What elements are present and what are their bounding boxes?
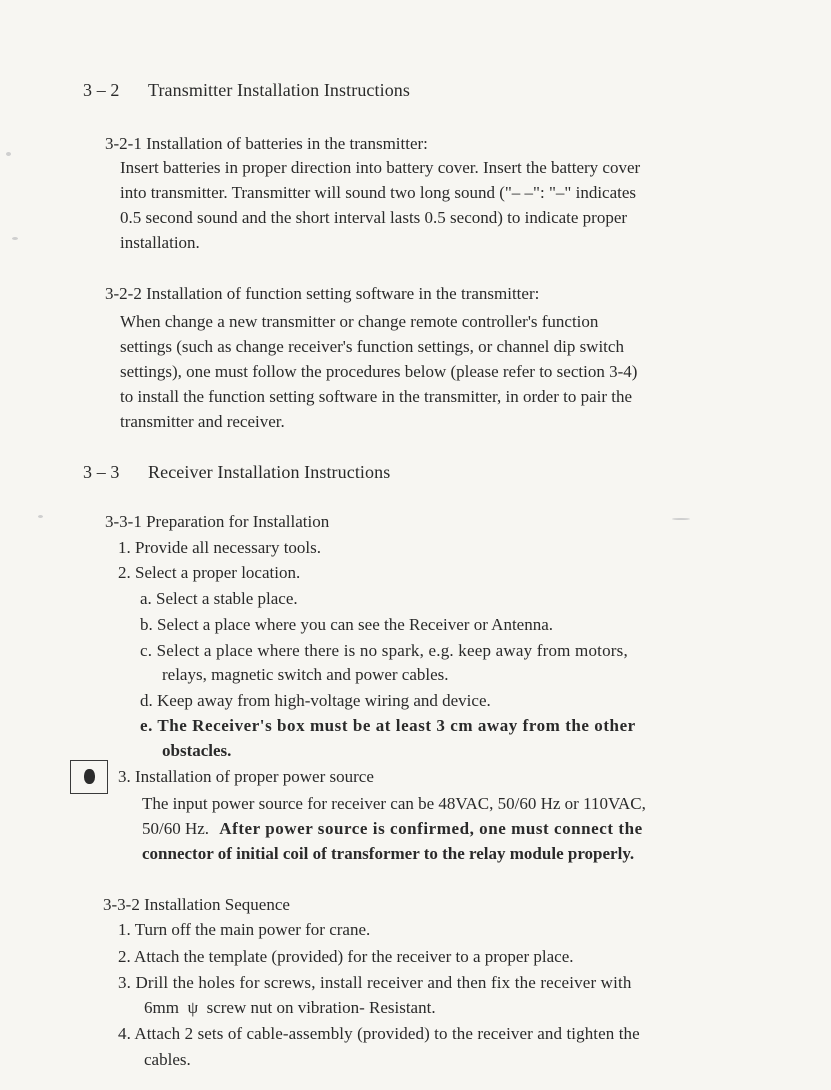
list-item-bold-continuation: obstacles.: [162, 741, 232, 760]
scan-speck: [672, 518, 690, 520]
paragraph-line: installation.: [120, 233, 200, 252]
list-item-continuation: cables.: [144, 1050, 191, 1069]
list-item: 2. Select a proper location.: [118, 563, 301, 582]
list-item-continuation: 6mm ψ screw nut on vibration- Resistant.: [144, 998, 436, 1017]
list-item: d. Keep away from high-voltage wiring and device.: [140, 691, 491, 710]
section-3-3-title: Receiver Installation Instructions: [148, 462, 391, 482]
section-3-2-title: Transmitter Installation Instructions: [148, 80, 411, 100]
list-item: 3. Drill the holes for screws, install receiver and then fix the receiver with: [118, 973, 632, 992]
paragraph-line: to install the function setting software in the transmitter, in order to pair the: [120, 387, 633, 406]
paragraph-line: settings (such as change receiver's function settings, or channel dip switch: [120, 337, 624, 356]
scan-speck: [38, 515, 43, 518]
list-item: 2. Attach the template (provided) for the receiver to a proper place.: [118, 947, 574, 966]
paragraph-line: settings), one must follow the procedures below (please refer to section 3-4): [120, 362, 638, 381]
paragraph-line: When change a new transmitter or change remote controller's function: [120, 312, 599, 331]
section-3-2-number: 3 – 2: [83, 80, 120, 100]
section-3-3-number: 3 – 3: [83, 462, 120, 482]
list-item: 4. Attach 2 sets of cable-assembly (provided) to the receiver and tighten the: [118, 1024, 640, 1043]
paragraph-line: transmitter and receiver.: [120, 412, 285, 431]
list-item: 1. Provide all necessary tools.: [118, 538, 322, 557]
list-item: 1. Turn off the main power for crane.: [118, 920, 371, 939]
scan-speck: [12, 237, 18, 240]
bullet-marker-box: [70, 760, 108, 794]
list-item-bold: e. The Receiver's box must be at least 3 cm away from the other: [140, 716, 636, 735]
subsection-3-2-2-heading: 3-2-2 Installation of function setting software in the transmitter:: [105, 284, 540, 303]
subsection-3-3-1-heading: 3-3-1 Preparation for Installation: [105, 512, 330, 531]
list-item: c. Select a place where there is no spark, e.g. keep away from motors,: [140, 641, 628, 660]
list-item: 3. Installation of proper power source: [118, 767, 374, 786]
subsection-3-2-1-heading: 3-2-1 Installation of batteries in the transmitter:: [105, 134, 428, 153]
bullet-dot-icon: [84, 769, 95, 784]
paragraph-line: [142, 819, 643, 839]
paragraph-line: 0.5 second sound and the short interval lasts 0.5 second) to indicate proper: [120, 208, 628, 227]
paragraph-line: into transmitter. Transmitter will sound two long sound ("– –": "–" indicates: [120, 183, 637, 202]
list-item: b. Select a place where you can see the Receiver or Antenna.: [140, 615, 554, 634]
scan-speck: [6, 152, 11, 156]
text-normal: 50/60 Hz.: [142, 819, 210, 838]
text-bold: After power source is confirmed, one must connect the: [219, 819, 643, 838]
list-item: a. Select a stable place.: [140, 589, 298, 608]
subsection-3-3-2-heading: 3-3-2 Installation Sequence: [103, 895, 290, 914]
list-item-continuation: relays, magnetic switch and power cables.: [162, 665, 449, 684]
paragraph-line: The input power source for receiver can be 48VAC, 50/60 Hz or 110VAC,: [142, 794, 646, 813]
paragraph-line-bold: connector of initial coil of transformer to the relay module properly.: [142, 844, 635, 863]
paragraph-line: Insert batteries in proper direction into battery cover. Insert the battery cover: [120, 158, 641, 177]
